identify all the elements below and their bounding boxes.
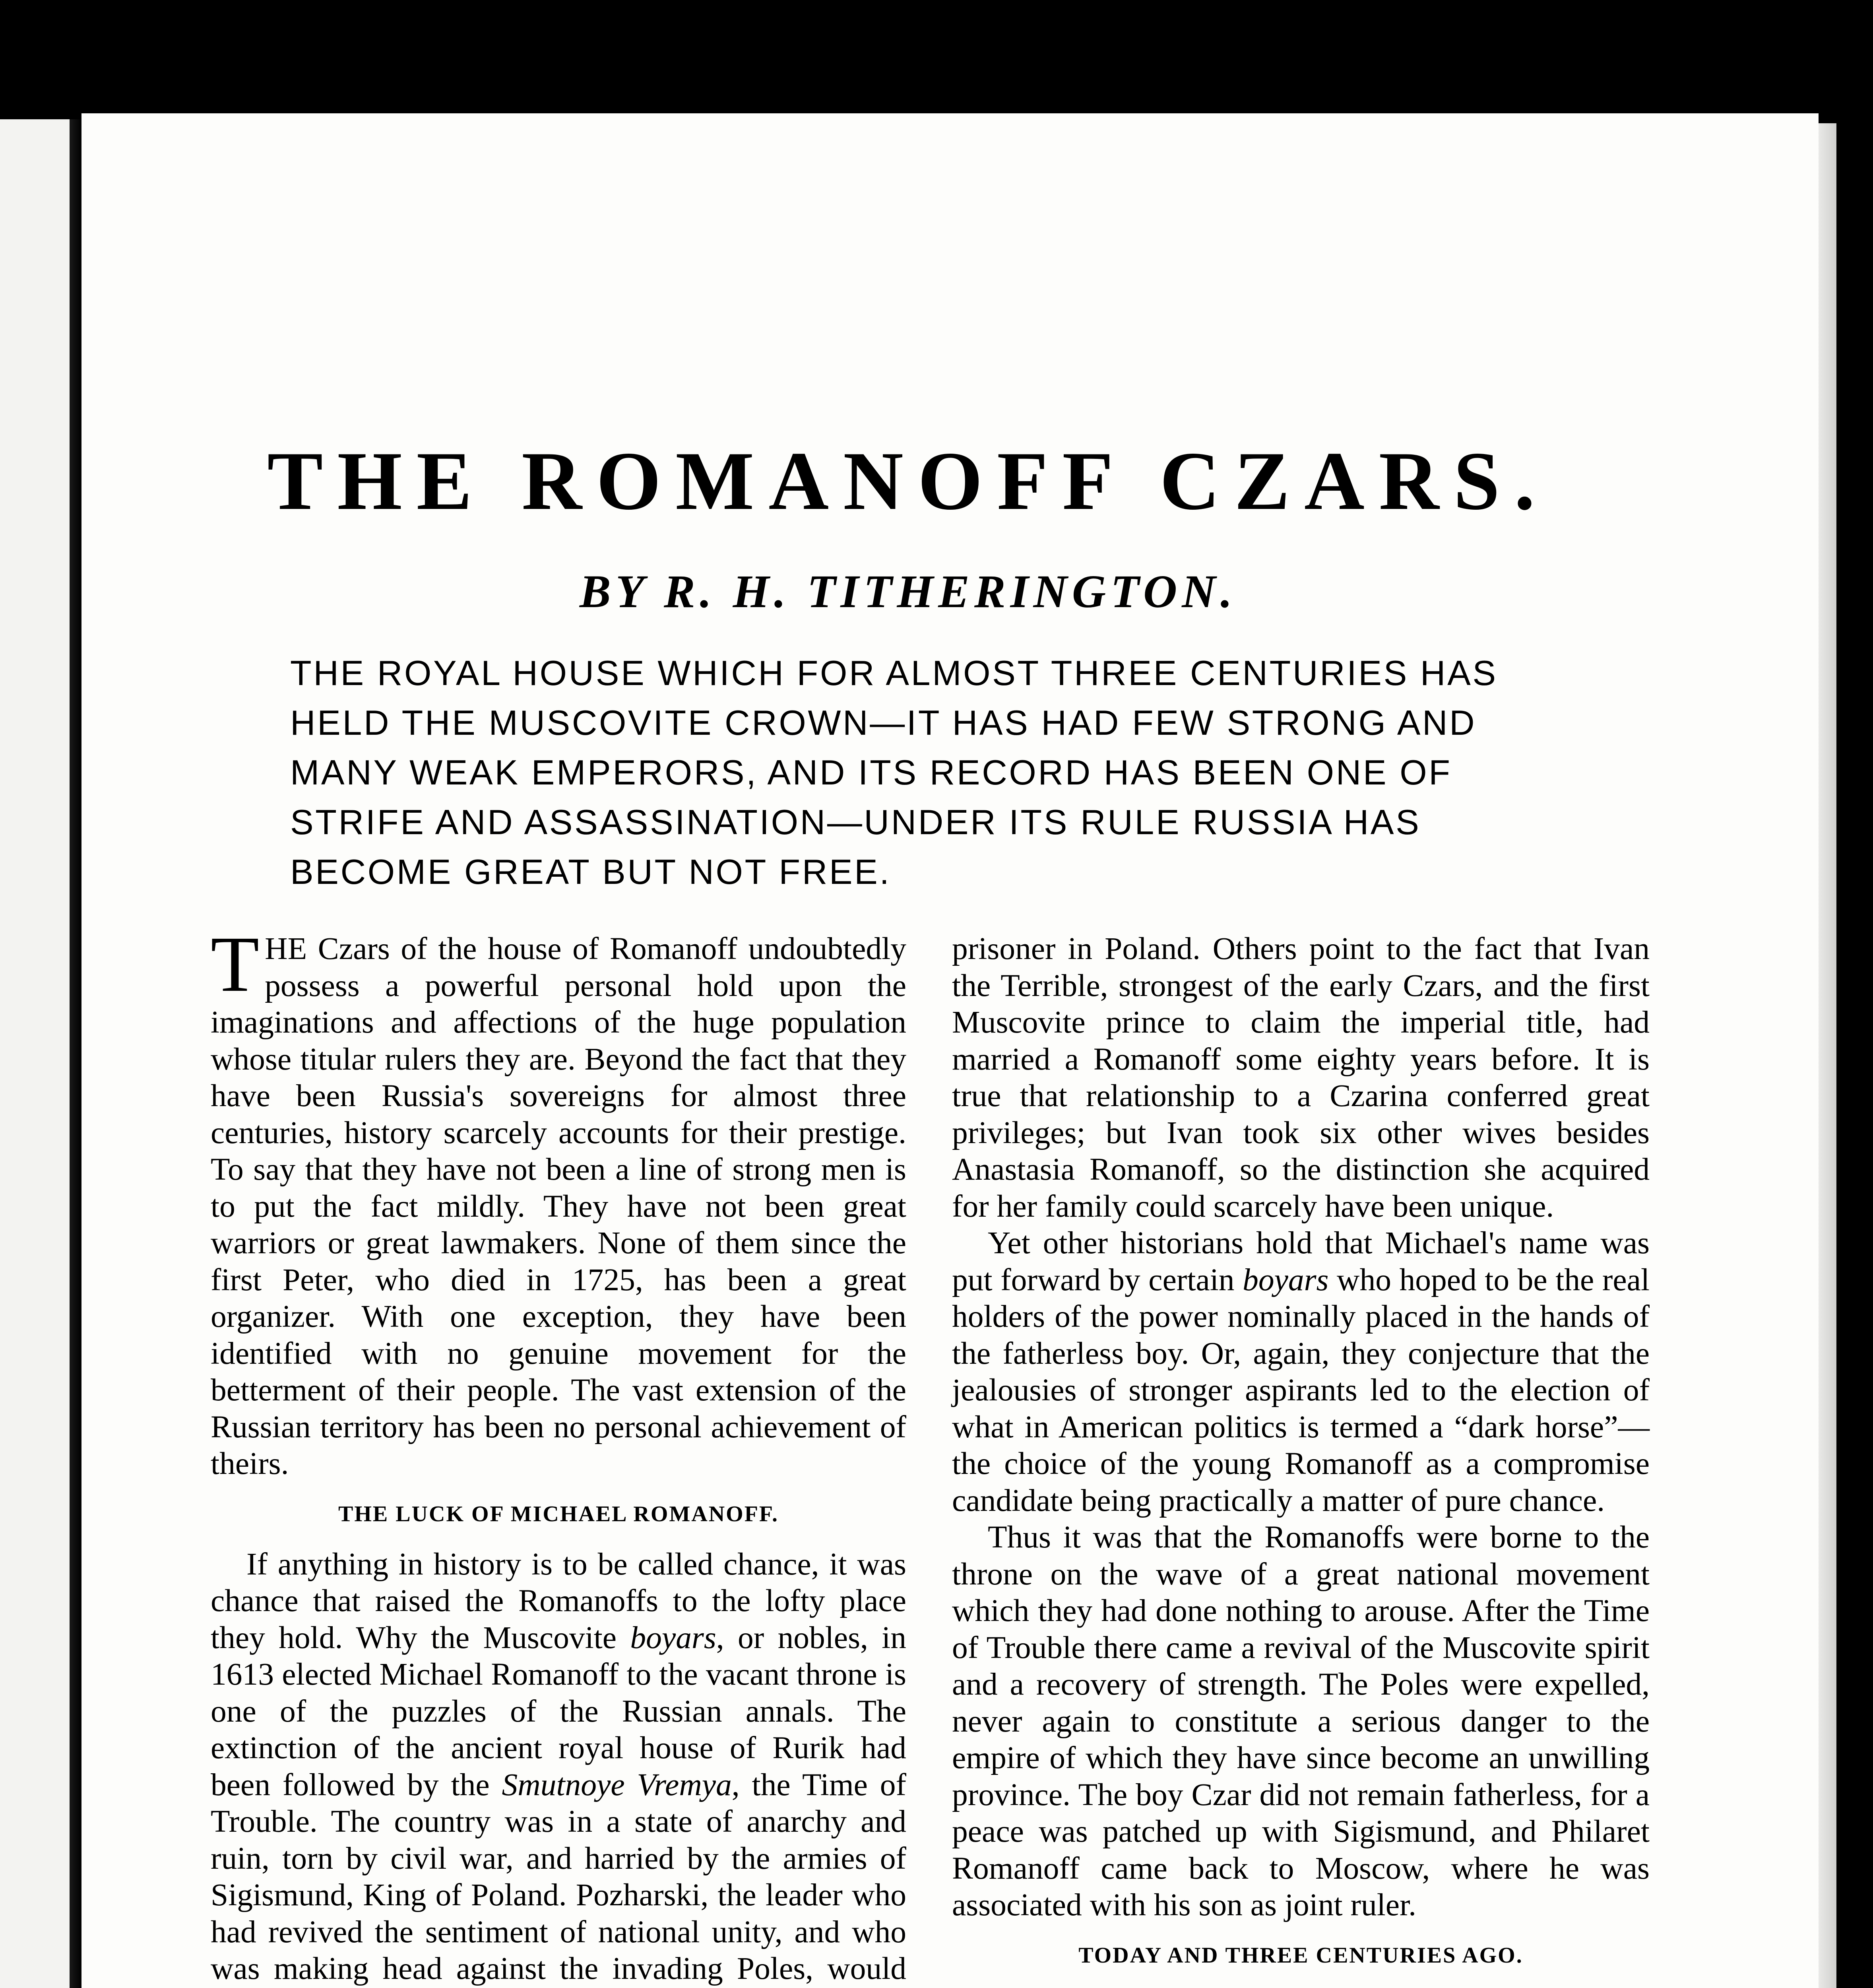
section-heading: TODAY AND THREE CENTURIES AGO. <box>1078 1943 1523 1968</box>
paragraph: If anything in history is to be called chance, it was chance that raised the Romanoffs to the lofty place they hold. Why the Muscovite boyars, or nobles, in 1613 elected Michael Romanoff to the vacant throne is one of the puzzles of the Russian annals. The extinction of the ancient royal house of Rurik had been followed by the Smutnoye Vremya, the Time of Trouble. The country was in a state of anarchy and ruin, torn by civil war, and harried by the armies of Sigismund, King of Poland. Pozharski, the leader who had revived the sentiment of national unity, and who was making head against the invading Poles, would <box>211 1546 907 1986</box>
page-edge <box>1819 123 1836 1988</box>
article-byline: BY R. H. TITHERINGTON. <box>580 565 1237 617</box>
gutter-shadow <box>70 119 81 1988</box>
facing-page-edge <box>0 119 70 1988</box>
paragraph: prisoner in Poland. Others point to the fact that Ivan the Terrible, strongest of the early Czars, and the first Muscovite prince to claim the imperial title, had married a Romanoff some eighty years before. It is true that relationship to a Czarina conferred great privileges; but Ivan took six other wives besides Anastasia Romanoff, so the distinction she acquired for her family could scarcely have been unique. <box>952 931 1650 1224</box>
section-heading: THE LUCK OF MICHAEL ROMANOFF. <box>338 1501 779 1526</box>
article-deck: THE ROYAL HOUSE WHICH FOR ALMOST THREE CENTURIES HAS HELD THE MUSCOVITE CROWN—IT HAS HAD FEW STRONG AND MANY WEAK EMPERORS, AND ITS RECORD HAS BEEN ONE OF STRIFE AND ASSASSINATION—UNDER ITS RULE RUSSIA HAS BECOME GREAT BUT NOT FREE. <box>290 653 1498 891</box>
text-column-left <box>211 920 907 1988</box>
paragraph: Thus it was that the Romanoffs were borne to the throne on the wave of a great national movement which they had done nothing to arouse. After the Time of Trouble there came a revival of the Muscovite spirit and a recovery of strength. The Poles were expelled, never again to constitute a serious danger to the empire of which they have since become an unwilling province. The boy Czar did not remain fatherless, for a peace was patched up with Sigismund, and Philaret Romanoff came back to Moscow, where he was associated with his son as joint ruler. <box>952 1520 1650 1922</box>
paragraph: THE Czars of the house of Romanoff undoubtedly possess a powerful personal hold upon the imaginations and affections of the huge population whose titular rulers they are. Beyond the fact that they have been Russia's sovereigns for almost three centuries, history scarcely accounts for their prestige. To say that they have not been a line of strong men is to put the fact mildly. They have not been great warriors or great lawmakers. None of them since the first Peter, who died in 1725, has been a great organizer. With one exception, they have been identified with no genuine movement for the betterment of their people. The vast extension of the Russian territory has been no personal achievement of theirs. <box>211 920 906 1481</box>
text-column-right <box>952 930 1650 1988</box>
paragraph: Yet other historians hold that Michael's name was put forward by certain boyars who hoped to be the real holders of the power nominally placed in the hands of the fatherless boy. Or, again, they conjecture that the jealousies of stronger aspirants led to the election of what in American politics is termed a “dark horse”—the choice of the young Romanoff as a compromise candidate being practically a matter of pure chance. <box>952 1225 1650 1518</box>
article-title: THE ROMANOFF CZARS. <box>267 435 1549 527</box>
